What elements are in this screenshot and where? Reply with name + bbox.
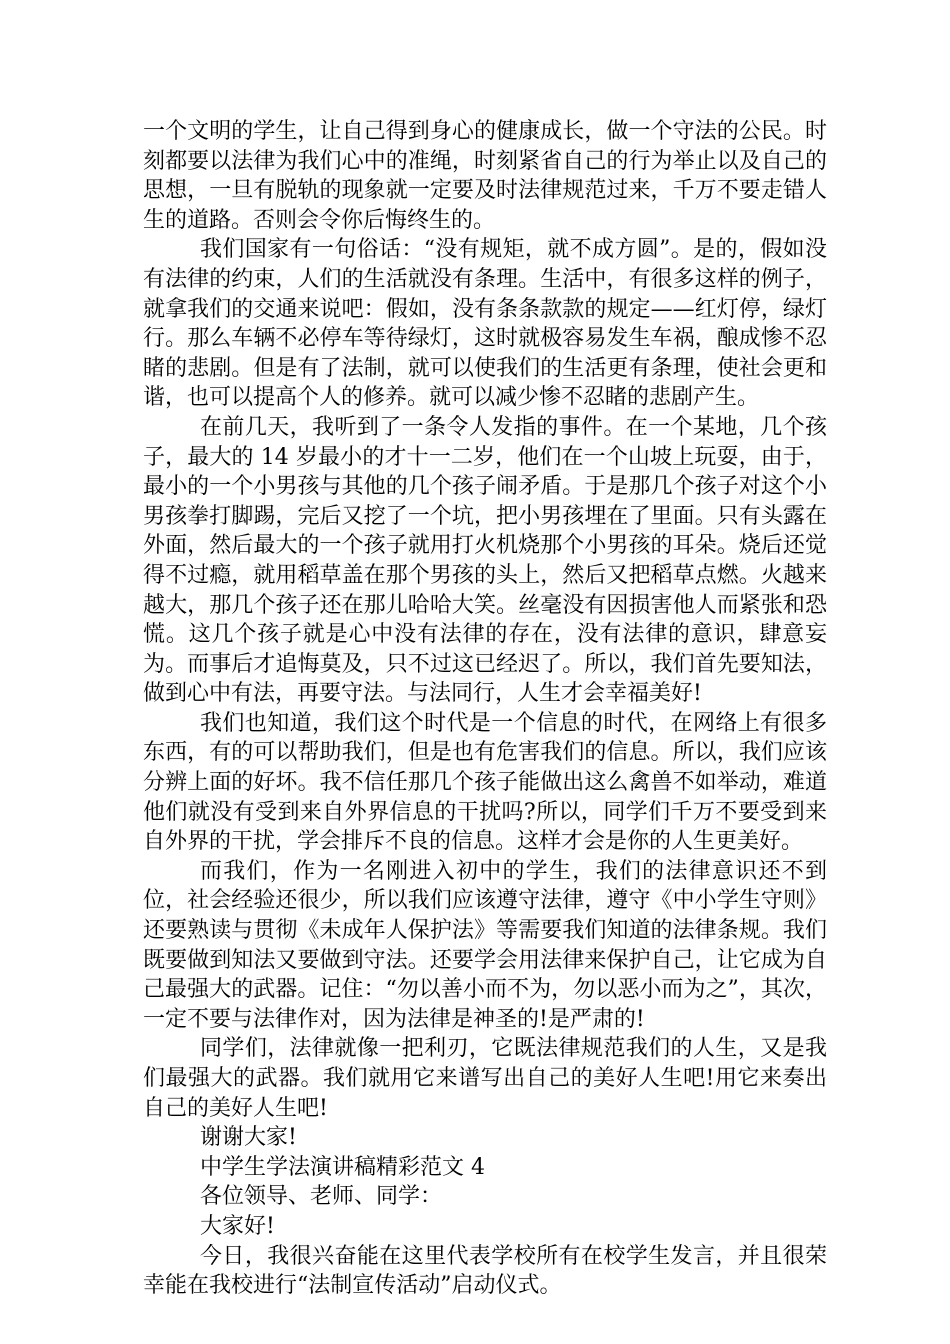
section-title: 中学生学法演讲稿精彩范文 4 [200, 1154, 485, 1180]
paragraph-law-as-blade: 同学们，法律就像一把利刃，它既法律规范我们的人生，又是我们最强大的武器。我们就用它来谱写出自己的美好人生吧!用它来奏出自己的美好人生吧! [143, 1036, 827, 1121]
paragraph-incident: 在前几天，我听到了一条令人发指的事件。在一个某地，几个孩子，最大的 14 岁最小的才十一二岁，他们在一个山坡上玩耍，由于，最小的一个小男孩与其他的几个孩子闹矛盾。于是那几个孩子对这个小男孩拳打脚踢，完后又挖了一个坑，把小男孩埋在了里面。只有头露在外面，然后最大的一个孩子就用打火机烧那个小男孩的耳朵。烧后还觉得不过瘾，就用稻草盖在那个男孩的头上，然后又把稻草点燃。火越来越大，那几个孩子还在那儿哈哈大笑。丝毫没有因损害他人而紧张和恐慌。这几个孩子就是心中没有法律的存在，没有法律的意识，肆意妄为。而事后才追悔莫及，只不过这已经迟了。所以，我们首先要知法，做到心中有法，再要守法。与法同行，人生才会幸福美好! [143, 414, 827, 707]
paragraph-information-age: 我们也知道，我们这个时代是一个信息的时代，在网络上有很多东西，有的可以帮助我们，但是也有危害我们的信息。所以，我们应该分辨上面的好坏。我不信任那几个孩子能做出这么禽兽不如举动，难道他们就没有受到来自外界信息的干扰吗?所以，同学们千万不要受到来自外界的干扰，学会排斥不良的信息。这样才会是你的人生更美好。 [143, 710, 827, 855]
salutation: 各位领导、老师、同学： [200, 1184, 443, 1210]
paragraph-rules-proverb: 我们国家有一句俗话：“没有规矩，就不成方圆”。是的，假如没有法律的约束，人们的生活就没有条理。生活中，有很多这样的例子，就拿我们的交通来说吧：假如，没有条条款款的规定——红灯停，绿灯行。那么车辆不必停车等待绿灯，这时就极容易发生车祸，酿成惨不忍睹的悲剧。但是有了法制，就可以使我们的生活更有条理，使社会更和谐，也可以提高个人的修养。就可以减少惨不忍睹的悲剧产生。 [143, 237, 827, 411]
document-page [143, 117, 827, 1301]
paragraph-continuation: 一个文明的学生，让自己得到身心的健康成长，做一个守法的公民。时刻都要以法律为我们心中的准绳，时刻紧省自己的行为举止以及自己的思想，一旦有脱轨的现象就一定要及时法律规范过来，千万不要走错人生的道路。否则会令你后悔终生的。 [143, 119, 827, 233]
closing-thanks: 谢谢大家! [200, 1125, 297, 1151]
paragraph-opening: 今日，我很兴奋能在这里代表学校所有在校学生发言，并且很荣幸能在我校进行“法制宣传活动”启动仪式。 [143, 1243, 827, 1299]
greeting: 大家好! [200, 1213, 275, 1239]
paragraph-middle-school-students: 而我们，作为一名刚进入初中的学生，我们的法律意识还不到位，社会经验还很少，所以我们应该遵守法律，遵守《中小学生守则》还要熟读与贯彻《未成年人保护法》等需要我们知道的法律条规。我们既要做到知法又要做到守法。还要学会用法律来保护自己，让它成为自己最强大的武器。记住：“勿以善小而不为，勿以恶小而为之”，其次，一定不要与法律作对，因为法律是神圣的!是严肃的! [143, 858, 827, 1032]
